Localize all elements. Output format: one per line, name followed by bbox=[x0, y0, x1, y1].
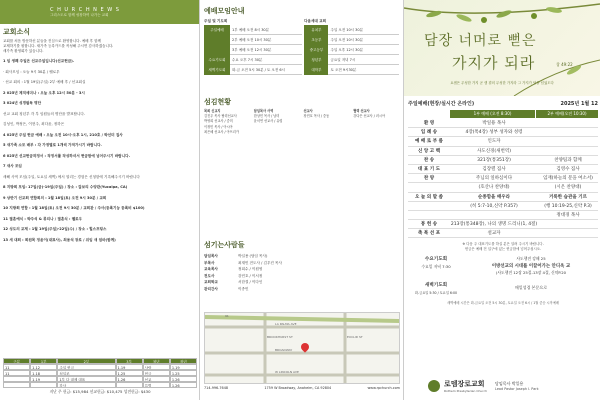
news-header-title: C H U R C H N E W S bbox=[50, 6, 120, 13]
duty-header-cell: 2부 bbox=[57, 358, 115, 364]
worship-title: 예배모임안내 bbox=[204, 7, 245, 15]
duty-header-cell: 구분 bbox=[3, 358, 30, 364]
church-address: 1759 W Broadway, Anaheim, CA 92804 bbox=[264, 386, 332, 390]
leader-label: 부목사 bbox=[204, 260, 215, 265]
order-label: 환 영 bbox=[423, 121, 435, 127]
service-header-second: 2부 예배(오전 10:30) bbox=[536, 110, 598, 118]
news-item: 8 지방회 모임: 17일(금)-19일(주일) / 장소 : 갈보리 수양관(Yucaipa, CA) bbox=[3, 185, 128, 189]
worship-sunday bbox=[204, 25, 302, 75]
church-footer bbox=[404, 372, 600, 400]
order-row bbox=[408, 128, 598, 137]
order-title: 주일예배(현장/실시간 온라인) bbox=[408, 101, 475, 107]
staff-col-header: 선교사 bbox=[303, 109, 313, 113]
leader-label: 교육목사 bbox=[204, 267, 218, 271]
notice-block bbox=[408, 242, 598, 252]
duty-cell: 1,25 bbox=[170, 370, 197, 376]
order-row bbox=[408, 156, 598, 165]
wednesday-section bbox=[408, 256, 598, 276]
staff-line: 장민호 목사 / 중동 bbox=[303, 114, 330, 119]
order-value: 설교자 bbox=[487, 231, 501, 237]
duty-cell: 1,12 bbox=[30, 364, 57, 370]
order-label: 예 배 로 부 름 bbox=[414, 139, 443, 145]
order-label: 찬 송 bbox=[423, 157, 435, 163]
worship-schedule bbox=[204, 25, 399, 75]
duty-cell: 11 bbox=[3, 370, 30, 376]
news-item: · 회사모임 : 오늘 9시 30분 / 펠로우 bbox=[3, 69, 60, 74]
duty-cell: 1,26 bbox=[170, 382, 197, 388]
order-label: 오 늘 의 말 씀 bbox=[414, 194, 443, 200]
duty-cell: 감사 bbox=[57, 382, 115, 388]
staff-col-header: 담임목사 사역 bbox=[253, 109, 274, 113]
duty-cell: 1,25 bbox=[116, 370, 143, 376]
order-value-alt: (행 10:19-25,신약 P.3) bbox=[544, 203, 592, 209]
duty-header-cell: 3부 bbox=[116, 358, 143, 364]
order-row bbox=[408, 202, 598, 211]
order-row bbox=[408, 193, 598, 202]
news-item: 3 024년 성경필독 명단 bbox=[3, 101, 42, 105]
order-row bbox=[408, 211, 598, 220]
news-item: 10 지방회 연합 : 1월 18일(토) 오전 9시 30분 / 교회관 / 주사(등록기능 등록비 $100) bbox=[3, 206, 145, 210]
staff-title: 섬김현황 bbox=[204, 98, 232, 106]
notice-line: 헌금은 예배 전 입구에 있는 헌금함에 넣어주십시오. bbox=[464, 247, 542, 251]
order-value-alt: 정대경 목사 bbox=[556, 212, 580, 218]
news-item: 6 025년 선교헌금작정서 : 작정서를 작성하셔서 헌금함에 넣어주시기 바랍니다. bbox=[3, 153, 130, 158]
dawn-info bbox=[408, 282, 464, 295]
notice-line: ※ 다음 주 대표기도를 하실 분은 알려 주시기 바랍니다. bbox=[462, 242, 544, 246]
order-row bbox=[408, 183, 598, 192]
duty-cell: 선교 bbox=[143, 376, 170, 382]
staff-line: 최은혜 선교사 / 아프리카 bbox=[204, 129, 239, 134]
duty-cell: 11 bbox=[3, 364, 30, 370]
news-item: 김성인, 박정은, 이현주, 최다윤, 정하은 bbox=[3, 122, 65, 126]
news-item: 9 상반기 선교회 연합회의 : 1월 18일(토) 오전 9시 30분 / 교회 bbox=[3, 195, 107, 200]
news-item: 12 성도의 교제 : 1월 19일(주일)-22일(수) / 장소 : 힐스프링스 bbox=[3, 227, 107, 231]
duty-table bbox=[3, 358, 197, 395]
nextgen-label: 대학부 bbox=[304, 65, 328, 75]
worship-label: 수요기도회 bbox=[204, 55, 230, 65]
news-items bbox=[3, 56, 196, 245]
leaders-labels bbox=[204, 253, 238, 292]
news-item: 새해 사역 모임(주일, 토요일 새벽) 에서 열리는 경험은 신청함에 기록해주시기 바랍니다 bbox=[3, 174, 140, 179]
order-value: 김장렬 집사 bbox=[482, 167, 506, 173]
intro-text bbox=[3, 39, 196, 54]
duty-cell bbox=[30, 382, 57, 388]
intro-line: 새가족 환영회가 있습니다. bbox=[3, 49, 44, 53]
staff-col-header: 협력 선교사 bbox=[353, 109, 370, 113]
duty-header-cell: 1부 bbox=[30, 358, 57, 364]
duty-cell: 1,26 bbox=[116, 376, 143, 382]
worship-time: 3부 예배 오전 12시 30분 bbox=[230, 45, 302, 55]
nextgen-row bbox=[304, 45, 399, 55]
order-of-worship bbox=[408, 119, 598, 238]
order-value: 321장(통351장) bbox=[477, 157, 511, 163]
pastor-name: 담임목사 박일용 bbox=[495, 381, 524, 386]
dawn-detail: 매일성경 본문으로 bbox=[514, 285, 548, 290]
news-item: 1 임 생폐 주일은 선교주일입니다(선교헌금). bbox=[3, 59, 75, 63]
duty-cell: 1,19 bbox=[116, 364, 143, 370]
order-row bbox=[408, 137, 598, 146]
leader-value: 이종민 bbox=[238, 286, 249, 291]
duty-cell: 1,19 bbox=[30, 376, 57, 382]
worship-row bbox=[204, 55, 302, 65]
nextgen-row bbox=[304, 35, 399, 45]
nextgen-row bbox=[304, 25, 399, 35]
staff-line: 박영희 선교사 / 중미 bbox=[204, 119, 233, 124]
staff-line: 강다은 선교사 / 러시아 bbox=[353, 114, 386, 119]
order-label: 찬 양 bbox=[423, 176, 435, 182]
wednesday-series: 사도행전 강해 25 bbox=[516, 256, 546, 261]
info-panel bbox=[200, 0, 404, 400]
news-section-title: 교회소식 bbox=[3, 28, 31, 36]
worship-row bbox=[204, 65, 302, 75]
order-value: 순종함을 배우라 bbox=[478, 194, 510, 200]
staff-line: 한상민 목사 / 남미 bbox=[253, 114, 280, 119]
wednesday-info bbox=[408, 256, 464, 276]
news-item: 선교 교회 청년부 각 부 임원들의 명단을 발표합니다. bbox=[3, 111, 86, 116]
duty-cell: 특별 bbox=[143, 382, 170, 388]
nextgen-time: 주일 오전 10시 30분 bbox=[328, 25, 399, 35]
order-label: 신 앙 고 백 bbox=[417, 148, 441, 154]
wednesday-title: 수요기도회 bbox=[424, 257, 448, 262]
leader-value: 서한결 / 이다인 bbox=[238, 280, 263, 284]
staff-col-header: 목회 신교지 bbox=[204, 109, 221, 113]
order-value-alt: 거룩한 습관을 기르 bbox=[549, 194, 587, 200]
church-website: www.rpchurch.com bbox=[367, 386, 400, 390]
nextgen-label: 중고등부 bbox=[304, 45, 328, 55]
contact-info bbox=[204, 386, 400, 390]
offering-summary: 지난 주 헌금: $15,984 선교헌금: $10,475 성전헌금: $430 bbox=[49, 389, 151, 394]
leader-value: 정희수 / 이원영 bbox=[238, 267, 263, 271]
leader-value: 강민호 / 이서정 bbox=[238, 273, 263, 278]
duty-header-cell: 장년 bbox=[170, 358, 197, 364]
nextgen-row bbox=[304, 65, 399, 75]
leader-label: 교회학교 bbox=[204, 280, 218, 284]
cover-banner bbox=[404, 0, 600, 96]
service-headers bbox=[408, 110, 598, 118]
leader-label: 관리간사 bbox=[204, 286, 218, 291]
worship-label bbox=[204, 35, 230, 45]
news-item: 7 새사 모임 bbox=[3, 164, 22, 168]
dawn-section bbox=[408, 282, 598, 295]
dawn-note: 새벽예배 시간은 화-금요일 오전 5시 30분, 토요일 오전 6시 / 1월 중순 시작예배 bbox=[447, 301, 559, 305]
cover-title-line1: 담장 너머로 뻗은 bbox=[424, 33, 537, 49]
nextgen-row bbox=[304, 55, 399, 65]
staff-columns bbox=[204, 109, 399, 135]
nextgen-time: 토 오전 9시30분 bbox=[328, 65, 399, 75]
worship-col2-header: 다음세대 교회 bbox=[304, 19, 327, 23]
cover-panel bbox=[404, 0, 600, 400]
worship-row bbox=[204, 35, 302, 45]
map-street-label: BROOKHURST ST bbox=[267, 335, 293, 339]
order-date: 2025년 1월 12 bbox=[560, 101, 598, 107]
wednesday-text: (사도행전 12장 25절-13장 4절, 신약P.20 bbox=[495, 270, 567, 275]
order-value-alt: (시온 찬양대) bbox=[554, 185, 582, 191]
leaders-list bbox=[204, 253, 400, 292]
intro-line: 교회를 처음 방문하신 분들을 진심으로 환영합니다. 예배 후 함께 bbox=[3, 39, 101, 43]
staff-line: 이정민 목사 / 아시아 bbox=[204, 124, 233, 129]
duty-cell bbox=[3, 382, 30, 388]
duty-cell: 십일조 bbox=[57, 370, 115, 376]
pastor-name-english: Lead Pastor Joseph I. Park bbox=[495, 387, 539, 391]
map-street-label: BROADWAY bbox=[275, 348, 293, 352]
service-header-1 bbox=[408, 110, 450, 118]
duty-cell: 1,26 bbox=[170, 376, 197, 382]
wednesday-time: 수요일 저녁 7:30 bbox=[421, 264, 451, 269]
leaders-values bbox=[238, 253, 400, 292]
order-row bbox=[408, 220, 598, 229]
order-value: 인도자 bbox=[487, 139, 501, 145]
church-logo-icon bbox=[428, 380, 440, 392]
service-header-first: 1부 예배 (오전 8:30) bbox=[450, 110, 535, 118]
news-header bbox=[0, 0, 199, 24]
church-phone: 714-996-7648 bbox=[204, 386, 229, 390]
order-header bbox=[408, 100, 598, 107]
staff-column bbox=[254, 109, 304, 135]
verse-text: 요셉은 무성한 가지 곧 샘 곁의 무성한 가지라 그 가지가 담을 넘었도다 bbox=[450, 81, 554, 85]
worship-row bbox=[204, 45, 302, 55]
church-name-block bbox=[444, 379, 487, 393]
nextgen-label: 청년부 bbox=[304, 55, 328, 65]
worship-label: 주일예배 bbox=[204, 25, 230, 35]
church-name-english: Rothem Presbyterian Church bbox=[444, 389, 487, 393]
nextgen-label: 유치부 bbox=[304, 25, 328, 35]
worship-headers bbox=[204, 19, 399, 24]
news-item: 11 결혼예식 : 박주석 & 류리나 / 결혼식 : 펠로우 bbox=[3, 216, 83, 221]
news-item: · 선교 회의 : 1월 19일(주일) 2부 예배 후 / 선교회실 bbox=[3, 80, 86, 84]
worship-nextgen bbox=[304, 25, 399, 75]
duty-cell: 사랑 bbox=[143, 364, 170, 370]
order-value-alt: 김영수 집사 bbox=[556, 167, 580, 173]
duty-cell: 1,18 bbox=[30, 370, 57, 376]
leaders-section bbox=[204, 240, 400, 292]
map-street-label: EUCLID ST bbox=[347, 335, 363, 339]
news-item: 5 새가족 소모 배부 : 각 가정별로 1개씩 가져가시기 바랍니다. bbox=[3, 143, 102, 147]
order-value: 박일용 목사 bbox=[482, 121, 506, 127]
worship-col1-header: 주일 및 기도회 bbox=[204, 19, 228, 23]
order-value: 213장(통348장), 나의 생명 드리니(1, 4절) bbox=[450, 222, 538, 228]
nextgen-time: 주일 오후 12시 30분 bbox=[328, 45, 399, 55]
order-value: 사도신경(새번역) bbox=[477, 148, 511, 154]
worship-time: 2부 예배 오전 10시 30분 bbox=[230, 35, 302, 45]
leader-label: 담임목사 bbox=[204, 254, 218, 258]
leader-value: 최재민 전도사 / 김우진 목사 bbox=[238, 260, 282, 265]
leaders-title: 섬기는사람들 bbox=[204, 241, 245, 249]
leader-label: 전도사 bbox=[204, 273, 215, 278]
order-value: 4장(톡4장) 성부 성자와 성령 bbox=[465, 130, 523, 136]
order-label: 입 례 송 bbox=[420, 130, 438, 136]
worship-time: 화-금 오전 5시 30분 / 토 오전 6시 bbox=[230, 65, 302, 75]
order-value-alt: 찬양팀과 함께 bbox=[554, 157, 582, 163]
dawn-detail-wrap bbox=[464, 282, 598, 295]
order-row bbox=[408, 174, 598, 183]
leader-value: 박일용 (담임 목사) bbox=[238, 254, 268, 258]
intro-line: 교제하기를 원합니다. 새가족 등록카드를 작성해 주시면 감사하겠습니다. bbox=[3, 44, 114, 48]
order-row bbox=[408, 165, 598, 174]
staff-line: 윤서연 선교사 / 유럽 bbox=[253, 119, 283, 124]
worship-row bbox=[204, 25, 302, 35]
duty-table-row bbox=[3, 382, 197, 388]
verse-reference: 창 49:22 bbox=[556, 62, 573, 67]
duty-cell: 1,19 bbox=[170, 364, 197, 370]
duty-cell: 헌금 bbox=[143, 370, 170, 376]
order-value: 주님의 일하심이다 bbox=[475, 176, 513, 182]
news-item: 4 025년 주일 헌금 예배 : 오늘 오전 10시-오후 1시, 210호 / 박선미 집사 bbox=[3, 132, 123, 137]
nextgen-time: 주일 오전 10시 30분 bbox=[328, 35, 399, 45]
church-name: 로뎀장로교회 bbox=[444, 380, 485, 388]
order-row bbox=[408, 119, 598, 128]
order-row bbox=[408, 229, 598, 238]
cover-title-line2: 가지가 되라 bbox=[452, 54, 536, 72]
wednesday-theme: 이방선교의 시대를 이끌어가는 안디옥 교 bbox=[491, 264, 571, 269]
duty-header-cell: 청년 bbox=[143, 358, 170, 364]
order-label: 축 복 선 포 bbox=[417, 231, 441, 237]
order-value: (호산나 찬양대) bbox=[478, 185, 510, 191]
location-map bbox=[204, 312, 400, 384]
order-row bbox=[408, 147, 598, 156]
order-value-alt: 임재(하늘의 문을 여소서) bbox=[543, 176, 593, 182]
map-street-label: LA PALMA AVE bbox=[275, 322, 297, 326]
staff-line: 김진우 목사 협력선교사 bbox=[204, 114, 237, 119]
order-value: (히 5:7-10,신약 P.357) bbox=[470, 203, 518, 209]
news-item: 2 025년 제직세미나 : 오늘 오후 12시 50분 - 3시 bbox=[3, 90, 85, 95]
dawn-title: 새벽기도회 bbox=[424, 283, 448, 288]
map-street-label: 91 bbox=[225, 314, 229, 318]
staff-column bbox=[204, 109, 254, 135]
duty-cell: 1부 다 대제 대표 bbox=[57, 376, 115, 382]
dawn-time: 화-금요일 5:30 / 토요일 6:00 bbox=[414, 291, 458, 295]
map-street-label: W LINCOLN AVE bbox=[275, 370, 299, 374]
worship-time: 1부 예배 오전 8시 30분 bbox=[230, 25, 302, 35]
news-item: 13 새 대회 : 회원목 정윤이(대표사), 최용석 장로 / 위임 새 엄마(함께) bbox=[3, 237, 116, 242]
nextgen-label: 초등부 bbox=[304, 35, 328, 45]
wednesday-sermon bbox=[464, 256, 598, 276]
order-label: 봉 헌 송 bbox=[420, 222, 438, 228]
worship-label bbox=[204, 45, 230, 55]
nextgen-time: 금요일 저녁 7시 bbox=[328, 55, 399, 65]
news-header-subtitle: 그리스도로 함께 성장하여 나가는 교회 bbox=[50, 12, 109, 17]
worship-time: 수요 오후 7시 30분 bbox=[230, 55, 302, 65]
duty-cell: 주일 헌금 bbox=[57, 364, 115, 370]
news-panel bbox=[0, 0, 200, 400]
staff-column bbox=[304, 109, 354, 135]
staff-column bbox=[353, 109, 399, 135]
pastor-block bbox=[495, 381, 539, 391]
order-label: 대 표 기 도 bbox=[417, 167, 441, 173]
worship-label: 새벽기도회 bbox=[204, 65, 230, 75]
duty-cell bbox=[116, 382, 143, 388]
